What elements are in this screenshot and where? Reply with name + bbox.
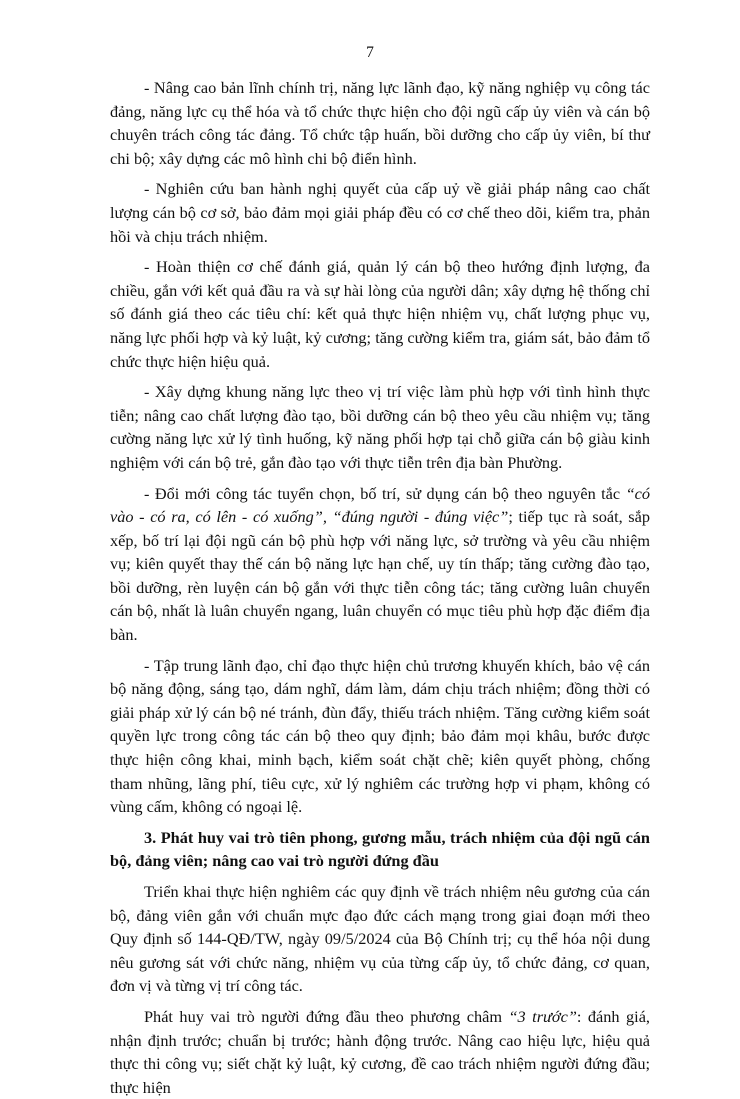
paragraph: - Nâng cao bản lĩnh chính trị, năng lực lãnh đạo, kỹ năng nghiệp vụ công tác đảng, năng lực cụ thể hóa và tổ chức thực hiện cho đội ngũ cấp ủy viên và cán bộ chuyên trách công tác đảng. Tổ chức tập huấn, bồi dưỡng cho cấp ủy viên, bí thư chi bộ; xây dựng các mô hình chi bộ điển hình. bbox=[110, 78, 650, 168]
paragraph-text: ; tiếp tục rà soát, sắp xếp, bố trí lại đội ngũ cán bộ phù hợp với năng lực, sở trường và yêu cầu nhiệm vụ; kiên quyết thay thế cán bộ năng lực hạn chế, uy tín thấp; tăng cường đào tạo, bồi dưỡng, rèn luyện cán bộ gắn với thực tiễn công tác; tăng cường luân chuyển cán bộ, nhất là luân chuyển ngang, luân chuyển có mục tiêu phù hợp đặc điểm địa bàn. bbox=[110, 507, 651, 645]
paragraph bbox=[110, 482, 650, 647]
paragraph: - Hoàn thiện cơ chế đánh giá, quản lý cán bộ theo hướng định lượng, đa chiều, gắn với kết quả đầu ra và sự hài lòng của người dân; xây dựng hệ thống chỉ số đánh giá theo các tiêu chí: kết quả thực hiện nhiệm vụ, chất lượng phục vụ, năng lực phối hợp và kỷ luật, kỷ cương; tăng cường kiểm tra, giám sát, bảo đảm tổ chức thực hiện hiệu quả. bbox=[110, 257, 650, 371]
paragraph bbox=[110, 1005, 650, 1099]
paragraph-text: - Đổi mới công tác tuyển chọn, bố trí, sử dụng cán bộ theo nguyên tắc bbox=[144, 483, 626, 503]
paragraph: - Nghiên cứu ban hành nghị quyết của cấp uỷ về giải pháp nâng cao chất lượng cán bộ cơ sở, bảo đảm mọi giải pháp đều có cơ chế theo dõi, kiểm tra, phản hồi và chịu trách nhiệm. bbox=[110, 179, 650, 246]
paragraph: Triển khai thực hiện nghiêm các quy định về trách nhiệm nêu gương của cán bộ, đảng viên gắn với chuẩn mực đạo đức cách mạng trong giai đoạn mới theo Quy định số 144-QĐ/TW, ngày 09/5/2024 của Bộ Chính trị; cụ thể hóa nội dung nêu gương sát với chức năng, nhiệm vụ của từng cấp ủy, tổ chức đảng, cơ quan, đơn vị và từng vị trí công tác. bbox=[110, 882, 650, 996]
quoted-motto: “3 trước” bbox=[508, 1006, 577, 1026]
paragraph-text: : đánh giá, nhận định trước; chuẩn bị trước; hành động trước. Nâng cao hiệu lực, hiệu quả thực thi công vụ; siết chặt kỷ luật, kỷ cương, đề cao trách nhiệm người đứng đầu; thực hiện bbox=[110, 1006, 650, 1097]
paragraph: - Xây dựng khung năng lực theo vị trí việc làm phù hợp với tình hình thực tiễn; nâng cao chất lượng đào tạo, bồi dưỡng cán bộ theo yêu cầu nhiệm vụ; tăng cường năng lực xử lý tình huống, kỹ năng phối hợp tại chỗ giữa cán bộ giàu kinh nghiệm với cán bộ trẻ, gắn đào tạo với thực tiễn trên địa bàn Phường. bbox=[110, 382, 650, 472]
document-body bbox=[110, 76, 650, 1099]
paragraph: - Tập trung lãnh đạo, chỉ đạo thực hiện chủ trương khuyến khích, bảo vệ cán bộ năng động, sáng tạo, dám nghĩ, dám làm, dám chịu trách nhiệm; đồng thời có giải pháp xử lý cán bộ né tránh, đùn đẩy, thiếu trách nhiệm. Tăng cường kiểm soát quyền lực trong công tác cán bộ theo quy định; bảo đảm mọi khâu, bước được thực hiện công khai, minh bạch, kiểm soát chặt chẽ; kiên quyết phòng, chống tham nhũng, lãng phí, tiêu cực, xử lý nghiêm các trường hợp vi phạm, không có vùng cấm, không có ngoại lệ. bbox=[110, 655, 650, 817]
quoted-principle: “có vào - có ra, có lên - có xuống”, “đúng người - đúng việc” bbox=[110, 483, 650, 527]
paragraph-text: Phát huy vai trò người đứng đầu theo phương châm bbox=[144, 1006, 509, 1026]
section-heading: 3. Phát huy vai trò tiên phong, gương mẫu, trách nhiệm của đội ngũ cán bộ, đảng viên; nâng cao vai trò người đứng đầu bbox=[110, 827, 650, 871]
page-number: 7 bbox=[366, 44, 374, 61]
